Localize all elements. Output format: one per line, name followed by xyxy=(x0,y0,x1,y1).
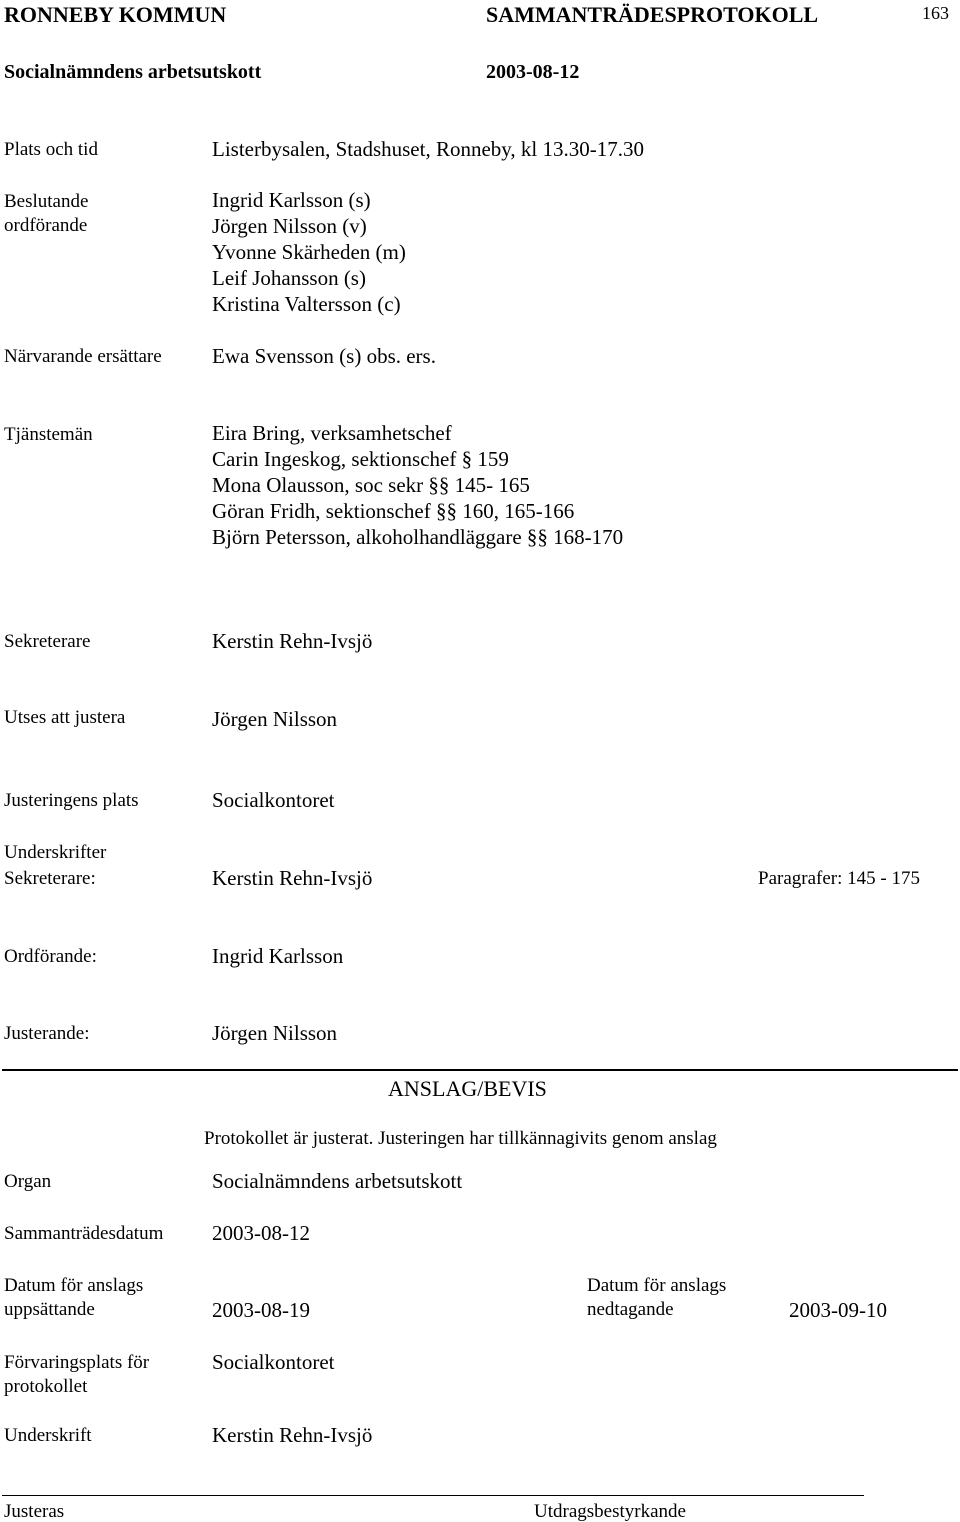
footer-justeras: Justeras xyxy=(4,1501,65,1522)
official-entry: Björn Petersson, alkoholhandläggare §§ 168-170 xyxy=(212,525,624,549)
footer-divider xyxy=(2,1495,864,1496)
storage-label-2: protokollet xyxy=(4,1376,88,1397)
official-entry: Mona Olausson, soc sekr §§ 145- 165 xyxy=(212,473,530,497)
deciding-members-list xyxy=(212,187,406,317)
organ-label: Organ xyxy=(4,1171,52,1192)
secretary-label: Sekreterare xyxy=(4,631,91,652)
officials-label: Tjänstemän xyxy=(4,424,93,445)
org-name: RONNEBY KOMMUN xyxy=(4,2,227,27)
adjust-place-label: Justeringens plats xyxy=(4,790,139,811)
official-entry: Göran Fridh, sektionschef §§ 160, 165-166 xyxy=(212,499,575,523)
substitutes-value: Ewa Svensson (s) obs. ers. xyxy=(212,344,436,368)
member-name: Kristina Valtersson (c) xyxy=(212,292,401,316)
document-type: SAMMANTRÄDESPROTOKOLL xyxy=(486,2,819,27)
page-number: 163 xyxy=(922,3,949,23)
signature-secretary-label: Sekreterare: xyxy=(4,868,96,889)
storage-value: Socialkontoret xyxy=(212,1350,335,1374)
organ-value: Socialnämndens arbetsutskott xyxy=(212,1169,463,1193)
signature-chair-label: Ordförande: xyxy=(4,946,97,967)
posted-value: 2003-08-19 xyxy=(212,1298,310,1322)
signature-adjuster-label: Justerande: xyxy=(4,1023,90,1044)
secretary-value: Kerstin Rehn-Ivsjö xyxy=(212,629,373,653)
deciding-label-2: ordförande xyxy=(4,215,88,236)
official-entry: Eira Bring, verksamhetschef xyxy=(212,421,452,445)
member-name: Yvonne Skärheden (m) xyxy=(212,240,406,264)
removed-label-2: nedtagande xyxy=(587,1299,674,1320)
signature-adjuster-value: Jörgen Nilsson xyxy=(212,1021,338,1045)
place-label: Plats och tid xyxy=(4,139,98,160)
paragraphs-range: Paragrafer: 145 - 175 xyxy=(758,868,920,889)
member-name: Jörgen Nilsson (v) xyxy=(212,214,367,238)
removed-label-1: Datum för anslags xyxy=(587,1275,727,1296)
section-divider xyxy=(2,1069,958,1071)
meeting-date-value: 2003-08-12 xyxy=(212,1221,310,1245)
substitutes-label: Närvarande ersättare xyxy=(4,346,162,367)
signatures-heading: Underskrifter xyxy=(4,842,107,863)
officials-list xyxy=(212,420,623,550)
adjust-place-value: Socialkontoret xyxy=(212,788,335,812)
committee-name: Socialnämndens arbetsutskott xyxy=(4,61,262,83)
official-entry: Carin Ingeskog, sektionschef § 159 xyxy=(212,447,509,471)
signature-secretary-value: Kerstin Rehn-Ivsjö xyxy=(212,866,373,890)
footer-utdragsbestyrkande: Utdragsbestyrkande xyxy=(534,1501,686,1522)
deciding-label-1: Beslutande xyxy=(4,191,89,212)
notice-intro: Protokollet är justerat. Justeringen har tillkännagivits genom anslag xyxy=(204,1128,717,1149)
signature-value: Kerstin Rehn-Ivsjö xyxy=(212,1423,373,1447)
meeting-date-label: Sammanträdesdatum xyxy=(4,1223,164,1244)
notice-title: ANSLAG/BEVIS xyxy=(388,1076,547,1101)
posted-label-2: uppsättande xyxy=(4,1299,95,1320)
signature-chair-value: Ingrid Karlsson xyxy=(212,944,344,968)
posted-label-1: Datum för anslags xyxy=(4,1275,144,1296)
member-name: Leif Johansson (s) xyxy=(212,266,366,290)
removed-value: 2003-09-10 xyxy=(789,1298,887,1322)
storage-label-1: Förvaringsplats för xyxy=(4,1352,150,1373)
signature-label: Underskrift xyxy=(4,1425,92,1446)
adjuster-value: Jörgen Nilsson xyxy=(212,707,338,731)
member-name: Ingrid Karlsson (s) xyxy=(212,188,371,212)
meeting-date: 2003-08-12 xyxy=(486,61,580,83)
place-value: Listerbysalen, Stadshuset, Ronneby, kl 13.30-17.30 xyxy=(212,137,645,161)
adjuster-label: Utses att justera xyxy=(4,707,126,728)
